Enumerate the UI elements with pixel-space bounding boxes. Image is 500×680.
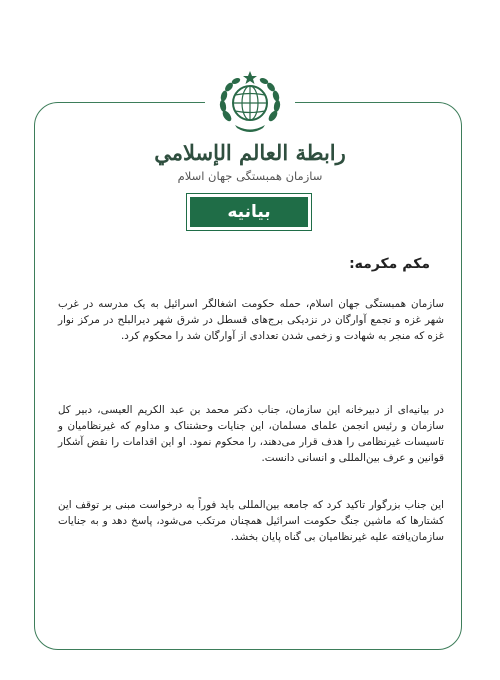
organization-name-arabic: رابطة العالم الإسلامي	[154, 140, 346, 165]
paragraph-2: در بیانیه‌ای از دبیرخانه این سازمان، جناب دکتر محمد بن عبد الکریم العیسی، دبیر کل سازمان و رئیس انجمن علمای مسلمان، این جنایات وحشتناک و مداوم که غیرنظامیان و تاسیسات غیرنظامی را هدف قرار می‌دهند، را محکوم نمود. او این اقدامات را نقض آشکار قوانین و عرف بین‌المللی و انسانی دانست.	[58, 404, 444, 464]
statement-banner	[186, 193, 312, 231]
organization-name-persian: سازمان همبستگی جهان اسلام	[177, 169, 323, 183]
paragraph-3: این جناب بزرگوار تاکید کرد که جامعه بین‌المللی باید فوراً به درخواست مبنی بر توقف این کشتارها که ماشین جنگ حکومت اسرائیل همچنان مرتکب می‌شود، پاسخ دهد و به جنایات سازمان‌یافته علیه غیرنظامیان بی گناه پایان بخشد.	[58, 499, 444, 543]
document-frame	[34, 102, 462, 650]
statement-banner-label: بیانیه	[190, 197, 308, 227]
paragraph-1: سازمان همبستگی جهان اسلام، حمله حکومت اشغالگر اسرائیل به یک مدرسه در غرب شهر غزه و تجمع آوارگان در نزدیکی برج‌های قسطل در شرق شهر دیرالبلح در مرکز نوار غزه که منجر به شهادت و زخمی شدن تعدادی از آوارگان شد را محکوم کرد.	[58, 298, 444, 342]
globe-wreath-logo-icon	[215, 70, 285, 140]
salutation: مکم مکرمه:	[349, 256, 430, 272]
